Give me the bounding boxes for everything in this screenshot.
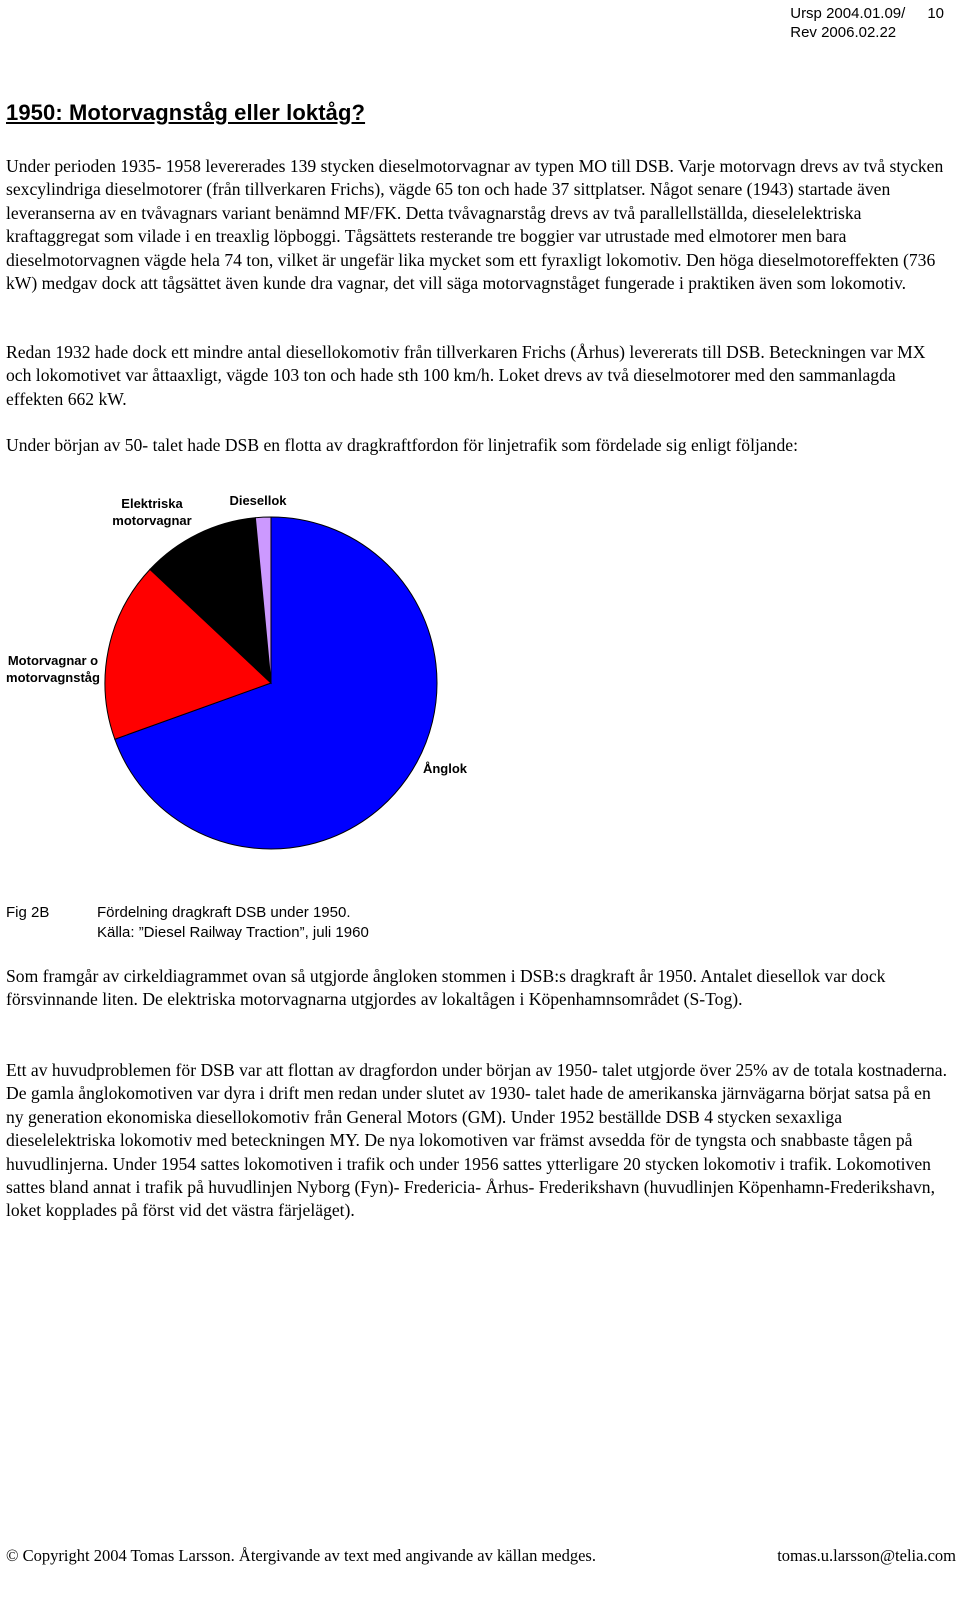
paragraph-motorvagnar: Under perioden 1935- 1958 levererades 139 stycken dieselmotorvagnar av typen MO till DSB. Varje motorvagn drevs av två stycken sexcylindriga dieselmotorer (från tillverkaren Frichs), vägde 65 ton och hade 37 sittplatser. Något senare (1943) startade även leveranserna av en tvåvagnars variant benämnd MF/FK. Detta tvåvagnarståg drevs av två parallellställda, dieselelektriska kraftaggregat som vilade i en treaxlig löpboggi. Tågsättets resterande tre boggier var utrustade med elmotorer men bara dieselmotorvagnen vägde hela 74 ton, vilket är ungefär lika mycket som ett fyraxligt lokomotiv. Den höga dieselmotoreffekten (736 kW) medgav dock att tågsättet även kunde dra vagnar, det vill säga motorvagnståget fungerade i praktiken även som lokomotiv. [6,156,944,294]
pie-chart [0,480,960,880]
pie-label-2: Motorvagnar o motorvagnståg [6,653,100,685]
pie-chart-svg [0,480,960,880]
revision-date: Rev 2006.02.22 [790,24,897,41]
section-title: 1950: Motorvagnståg eller loktåg? [6,100,366,125]
paragraph-diesellok-1932: Redan 1932 hade dock ett mindre antal diesellokomotiv från tillverkaren Frichs (Århus) levererats till DSB. Beteckningen var MX och lokomotivet var åttaaxligt, vägde 103 ton och hade sth 100 km/h. Loket drevs av två dieselmotorer med den sammanlagda effekten 662 kW. [6,342,926,409]
caption-source: Källa: ”Diesel Railway Traction”, juli 1960 [97,924,369,941]
original-date: Ursp 2004.01.09/ [790,5,906,22]
copyright-notice: © Copyright 2004 Tomas Larsson. Återgivande av text med angivande av källan medges. [6,1546,596,1565]
pie-label-4: Diesellok [229,493,287,508]
paragraph-chart-summary: Som framgår av cirkeldiagrammet ovan så utgjorde ångloken stommen i DSB:s dragkraft år 1950. Antalet diesellok var dock försvinnande liten. De elektriska motorvagnarna utgjordes av lokaltågen i Köpenhamnsområdet (S-Tog). [6,966,886,1010]
pie-label-3: Elektriska motorvagnar [112,496,192,528]
page-number: 10 [927,5,944,22]
paragraph-fleet-intro: Under början av 50- talet hade DSB en flotta av dragkraftfordon för linjetrafik som fördelade sig enligt följande: [6,435,798,455]
figure-number: Fig 2B [6,904,50,921]
author-email: tomas.u.larsson@telia.com [777,1546,956,1565]
paragraph-dsb-costs: Ett av huvudproblemen för DSB var att flottan av dragfordon under början av 1950- talet utgjorde över 25% av de totala kostnaderna. De gamla ånglokomotiven var dyra i drift men redan under slutet av 1930- talet hade de amerikanska järnvägarna börjat satsa på en ny generation ekonomiska diesellokomotiv från General Motors (GM). Under 1952 beställde DSB 4 stycken sexaxliga dieselelektriska lokomotiv med beteckningen MY. De nya lokomotiven var främst avsedda för de tyngsta och snabbaste tågen på huvudlinjerna. Under 1954 sattes lokomotiven i trafik och under 1956 sattes ytterligare 20 stycken lokomotiv i trafik. Lokomotiven sattes bland annat i trafik på huvudlinjen Nyborg (Fyn)- Fredericia- Århus- Frederikshavn (huvudlinjen Köpenhamn-Frederikshavn, loket kopplades på först vid det västra färjeläget). [6,1060,947,1221]
page-header [790,4,944,42]
caption-title: Fördelning dragkraft DSB under 1950. [97,904,351,921]
pie-label-1: Ånglok [422,761,468,776]
